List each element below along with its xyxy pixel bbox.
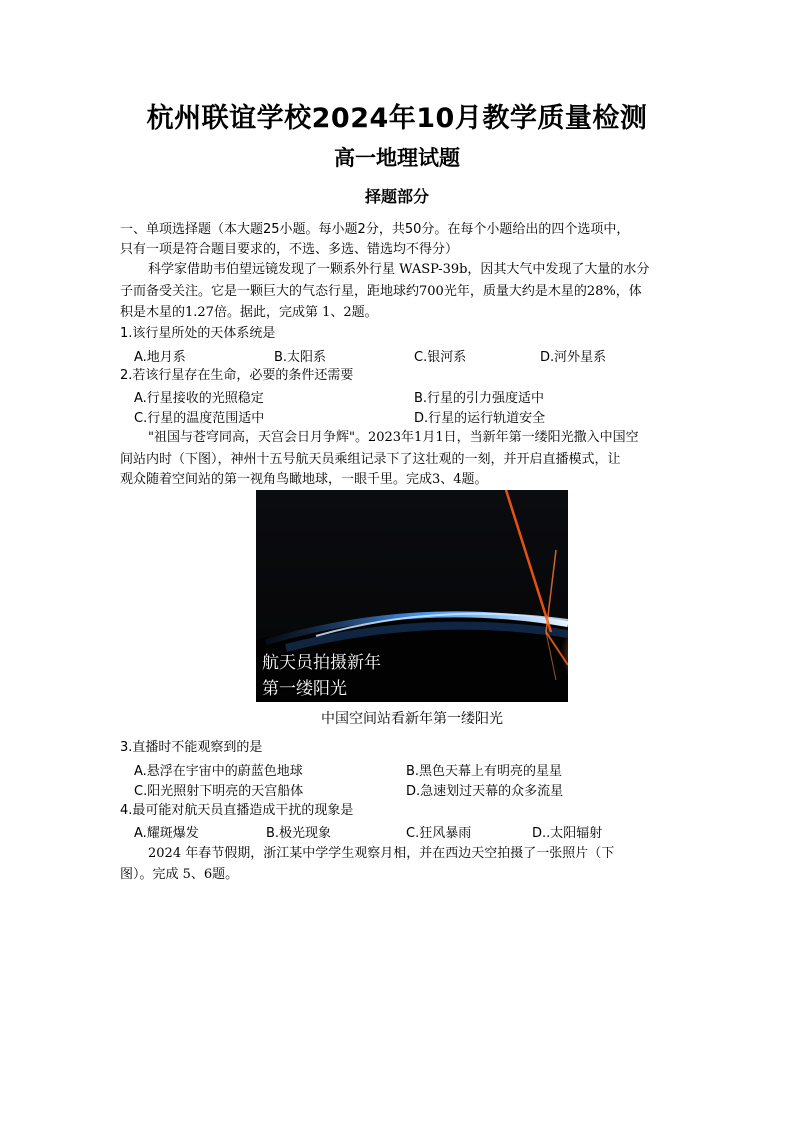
- q4-option-a: A.耀斑爆发: [134, 826, 199, 841]
- passage1-line3: 积是木星的1.27倍。据此，完成第 1、2题。: [120, 305, 378, 320]
- figure-caption: 中国空间站看新年第一缕阳光: [321, 711, 503, 727]
- passage2-line3: 观众随着空间站的第一视角鸟瞰地球，一眼千里。完成3、4题。: [120, 472, 488, 487]
- q4-option-b: B.极光现象: [266, 826, 332, 841]
- passage3-line2: 图）。完成 5、6题。: [120, 867, 239, 882]
- q1-option-d: D.河外星系: [540, 350, 607, 365]
- passage1-line1: 科学家借助韦伯望远镜发现了一颗系外行星 WASP-39b，因其大气中发现了大量的水分: [148, 262, 650, 277]
- part-heading: 择题部分: [364, 187, 429, 206]
- passage2-line1: "祖国与苍穹同高，天宫会日月争辉"。2023年1月1日，当新年第一缕阳光撒入中国空: [148, 430, 639, 445]
- q3-option-d: D.急速划过天幕的众多流星: [406, 784, 564, 799]
- q2-stem: 2.若该行星存在生命，必要的条件还需要: [120, 368, 354, 383]
- q3-option-c: C.阳光照射下明亮的天宫船体: [134, 784, 304, 799]
- exam-subtitle: 高一地理试题: [334, 146, 460, 170]
- section-heading-line2: 只有一项是符合题目要求的，不选、多选、错选均不得分）: [120, 242, 459, 257]
- passage3-line1: 2024 年春节假期，浙江某中学学生观察月相，并在西边天空拍摄了一张照片（下: [148, 846, 615, 861]
- q1-stem: 1.该行星所处的天体系统是: [120, 326, 276, 341]
- q3-option-b: B.黑色天幕上有明亮的星星: [406, 764, 563, 779]
- photo-overlay-line1: 航天员拍摄新年: [262, 653, 381, 673]
- exam-title: 杭州联谊学校2024年10月教学质量检测: [146, 103, 648, 134]
- q2-option-b: B.行星的引力强度适中: [414, 391, 545, 406]
- q2-option-c: C.行星的温度范围适中: [134, 411, 265, 426]
- q1-option-b: B.太阳系: [274, 350, 327, 365]
- photo-overlay-line2: 第一缕阳光: [262, 679, 347, 699]
- q1-option-c: C.银河系: [414, 350, 467, 365]
- q3-option-a: A.悬浮在宇宙中的蔚蓝色地球: [134, 764, 303, 779]
- q2-option-a: A.行星接收的光照稳定: [134, 391, 264, 406]
- space-station-photo: [256, 490, 568, 702]
- q1-option-a: A.地月系: [134, 350, 186, 365]
- q4-stem: 4.最可能对航天员直播造成干扰的现象是: [120, 803, 354, 818]
- q4-option-d: D..太阳辐射: [532, 826, 603, 841]
- passage2-line2: 间站内时（下图），神州十五号航天员乘组记录下了这壮观的一刻，并开启直播模式，让: [120, 452, 621, 467]
- q4-option-c: C.狂风暴雨: [406, 826, 472, 841]
- q2-option-d: D.行星的运行轨道安全: [414, 411, 546, 426]
- section-heading-line1: 一、单项选择题（本大题25小题。每小题2分，共50分。在每个小题给出的四个选项中，: [120, 222, 630, 237]
- passage1-line2: 子而备受关注。它是一颗巨大的气态行星，距地球约700光年，质量大约是木星的28%，体: [120, 284, 642, 299]
- q3-stem: 3.直播时不能观察到的是: [120, 740, 263, 755]
